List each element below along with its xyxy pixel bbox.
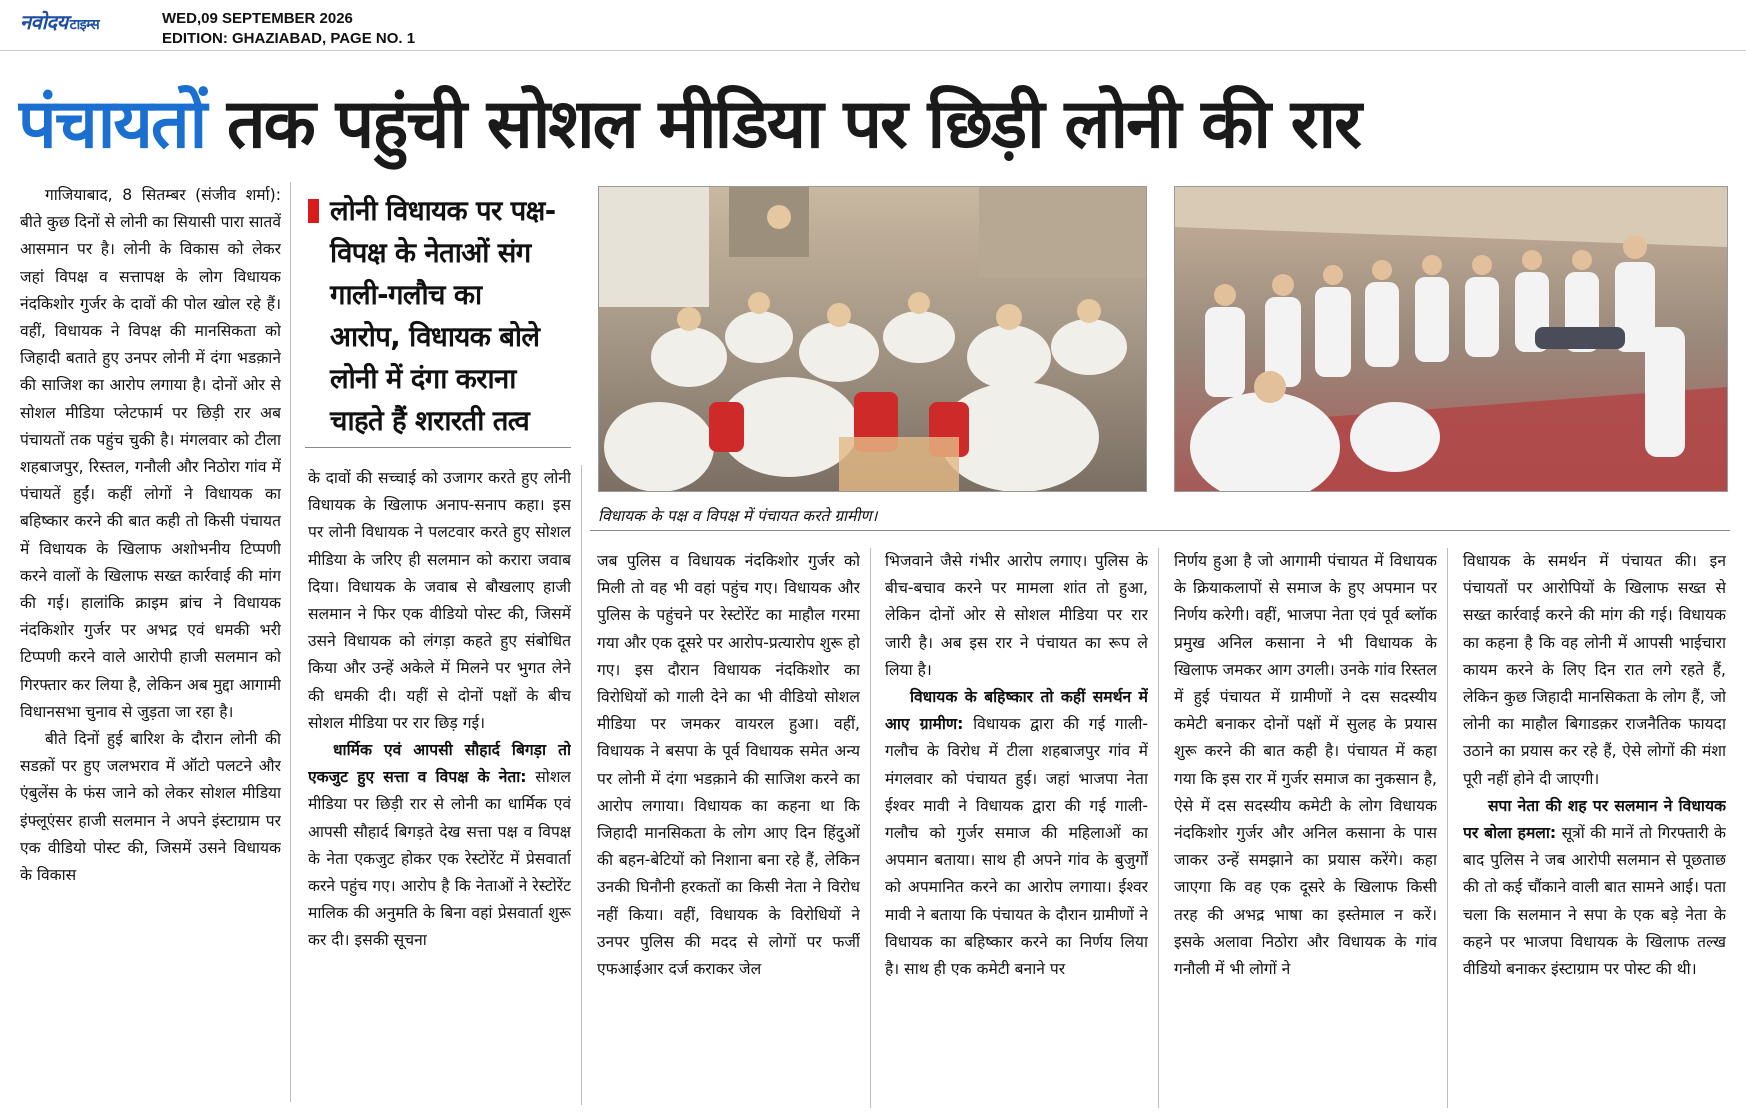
article-deck [308,190,560,442]
paragraph: विधायक के समर्थन में पंचायत की। इन पंचायतों पर आरोपियों के खिलाफ सख्त से सख्त कार्रवाई करने की मांग की गई। विधायक का कहना है कि वह लोनी में आपसी भाईचारा कायम करने के लिए दिन रात लगे रहते हैं, लेकिन कुछ जिहादी मानसिकता के लोग हैं, जो लोनी का माहौल बिगाडक़र राजनैतिक फायदा उठाने का प्रयास कर रहे हैं, ऐसे लोगों की मंशा पूरी नहीं होने दी जाएगी। [1463,552,1726,788]
meeting-photo-illustration [1175,187,1727,491]
column-divider [1158,548,1159,1108]
subheading: विधायक के बहिष्कार तो कहीं समर्थन में आए ग्रामीण: [885,688,1148,734]
article-column-5 [1174,548,1437,1108]
column-divider [290,182,291,1102]
column-divider [1447,548,1448,1108]
article-column-2 [308,465,571,1105]
paragraph: भिजवाने जैसे गंभीर आरोप लगाए। पुलिस के बीच-बचाव करने पर मामला शांत तो हुआ, लेकिन दोनों ओर से सोशल मीडिया पर रार जारी है। अब इस रार ने पंचायत का रूप ले लिया है। [885,552,1148,679]
masthead [0,0,1746,51]
photo-panchayat-right[interactable] [1174,186,1728,492]
article-column-6 [1463,548,1726,1108]
paragraph: निर्णय हुआ है जो आगामी पंचायत में विधायक के क्रियाकलापों से समाज के हुए अपमान पर निर्णय करेगी। वहीं, भाजपा नेता एवं पूर्व ब्लॉक प्रमुख अनिल कसाना ने भी विधायक के खिलाफ जमकर आग उगली। उनके गांव रिस्तल में हुई पंचायत में ग्रामीणों ने दस सदस्यीय कमेटी बनाकर दोनों पक्षों में सुलह के प्रयास शुरू करने की बात कही है। पंचायत में कहा गया कि इस रार में गुर्जर समाज का नुकसान है, ऐसे में दस सदस्यीय कमेटी के लोग विधायक नंदकिशोर गुर्जर और अनिल कसाना के पास जाकर उन्हें समझाने का प्रयास करेंगे। कहा जाएगा कि वह एक दूसरे के खिलाफ किसी तरह की अभद्र भाषा का इस्तेमाल न करें। इसके अलावा निठोरा और विधायक के गांव गनौली में भी लोगों ने [1174,552,1437,979]
edition-info [162,9,415,49]
headline-accent: पंचायतों [18,85,206,164]
paragraph-text: सोशल मीडिया पर छिड़ी रार से लोनी का धार्मिक एवं आपसी सौहार्द बिगड़ते देख सत्ता पक्ष व विपक्ष के नेता एकजुट होकर एक रेस्टोरेंट में प्रेसवार्ता करने पहुंच गए। आरोप है कि नेताओं ने रेस्टोरेंट मालिक की अनुमति के बिना वहां प्रेसवार्ता शुरू कर दी। इसकी सूचना [308,768,571,950]
paragraph [1463,793,1726,983]
paragraph: के दावों की सच्चाई को उजागर करते हुए लोनी विधायक के खिलाफ अनाप-सनाप कहा। इस पर लोनी विधायक ने पलटवार करते हुए सोशल मीडिया के जरिए ही सलमान को करारा जवाब दिया। विधायक के जवाब से बौखलाए हाजी सलमान ने फिर एक वीडियो पोस्ट की, जिसमें उसने विधायक को लंगड़ा कहते हुए संबोधित किया और उन्हें अकेले में मिलने पर भुगत लेने की धमकी दी। यहीं से दोनों पक्षों के बीच सोशल मीडिया पर रार छिड़ गई। [308,469,571,732]
photo-caption: विधायक के पक्ष व विपक्ष में पंचायत करते ग्रामीण। [598,507,878,525]
deck-rule [305,447,571,448]
paragraph: जब पुलिस व विधायक नंदकिशोर गुर्जर को मिली तो वह भी वहां पहुंच गए। विधायक और पुलिस के पहुंचने पर रेस्टोरेंट का माहौल गरमा गया और एक दूसरे पर आरोप-प्रत्यारोप शुरू हो गए। इस दौरान विधायक नंदकिशोर का विरोधियों को गाली देने का भी वीडियो सोशल मीडिया पर जमकर वायरल हुआ। वहीं, विधायक ने बसपा के पूर्व विधायक समेत अन्य पर लोनी में दंगा भडक़ाने की साजिश करने का आरोप लगाया। विधायक का कहना था कि जिहादी मानसिकता के लोग आए दिन हिंदुओं की बहन-बेटियों को निशाना बना रहे हैं, लेकिन उनकी घिनौनी हरकतों का किसी नेता ने विरोध नहीं किया। वहीं, विधायक के विरोधियों ने उनपर पुलिस की मदद से लोगों पर फर्जी एफआईआर दर्ज कराकर जेल [597,552,860,979]
subheading: धार्मिक एवं आपसी सौहार्द बिगड़ा तो एकजुट हुए सत्ता व विपक्ष के नेता: [308,741,571,787]
paragraph: बीते दिनों हुई बारिश के दौरान लोनी की सडक़ों पर हुए जलभराव में ऑटो पलटने और एंबुलेंस के फंस जाने को लेकर सोशल मीडिया इंफ्लूएंसर हाजी सलमान ने अपने इंस्टाग्राम पर एक वीडियो पोस्ट की, जिसमें उसने विधायक के विकास [20,730,281,885]
headline-rest: तक पहुंची सोशल मीडिया पर छिड़ी लोनी की रार [205,85,1360,164]
article-column-1 [20,182,281,1102]
edition-line: EDITION: GHAZIABAD, PAGE NO. 1 [162,30,416,47]
logo-main: नवोदय [20,10,68,34]
column-divider [870,548,871,1108]
paragraph [885,684,1148,983]
subheading: सपा नेता की शह पर सलमान ने विधायक पर बोला हमला: [1463,796,1726,843]
deck-marker [308,199,319,223]
meeting-photo-illustration [599,187,1146,491]
paragraph [308,737,571,955]
paragraph-text: सूत्रों की मानें तो गिरफ्तारी के बाद पुलिस ने जब आरोपी सलमान से पूछताछ की तो कई चौंकाने वाली बात सामने आई। पता चला कि सलमान ने सपा के एक बड़े नेता के कहने पर भाजपा विधायक के खिलाफ तल्ख वीडियो बनाकर इंस्टाग्राम पर पोस्ट की थी। [1463,824,1726,979]
column-divider [581,465,582,1105]
photo-panchayat-left[interactable] [598,186,1147,492]
paragraph: गाजियाबाद, 8 सितम्बर (संजीव शर्मा): बीते कुछ दिनों से लोनी का सियासी पारा सातवें आसमान पर है। लोनी के विकास को लेकर जहां विपक्ष व सत्तापक्ष के लोग विधायक नंदकिशोर गुर्जर के दावों की पोल खोल रहे हैं। वहीं, विधायक ने विपक्ष की मानसिकता को जिहादी बताते हुए उनपर लोनी में दंगा भडक़ाने की साजिश का आरोप लगाया है। दोनों ओर से सोशल मीडिया प्लेटफार्म पर छिड़ी रार अब पंचायतों तक पहुंच चुकी है। मंगलवार को टीला शहबाजपुर, रिस्तल, गनौली और निठोरा गांव में पंचायतें हुईं। कहीं लोगों ने विधायक का बहिष्कार करने की बात कही तो किसी पंचायत में विधायक के खिलाफ अशोभनीय टिप्पणी करने वालों के खिलाफ सख्त कार्रवाई की मांग की गई। हालांकि क्राइम ब्रांच ने विधायक नंदकिशोर गुर्जर पर अभद्र एवं धमकी भरी टिप्पणी करने वाले आरोपी हाजी सलमान को गिरफ्तार कर लिया है, लेकिन अब मुद्दा आगामी विधानसभा चुनाव से जुड़ता जा रहा है। [20,186,281,721]
date-line: WED,09 SEPTEMBER 2026 [162,10,353,27]
article-column-4 [885,548,1148,1108]
deck-text: लोनी विधायक पर पक्ष-विपक्ष के नेताओं संग गाली-गलौच का आरोप, विधायक बोले लोनी में दंगा कराना चाहते हैं शरारती तत्व [330,195,556,437]
article-headline [18,82,1733,172]
newspaper-logo[interactable] [20,8,99,35]
article-column-3 [597,548,860,1108]
paragraph-text: विधायक द्वारा की गई गाली-गलौच के विरोध में टीला शहबाजपुर गांव में मंगलवार को पंचायत हुई। जहां भाजपा नेता ईश्वर मावी ने विधायक द्वारा की गई गाली-गलौच को गुर्जर समाज की महिलाओं का अपमान बताया। साथ ही अपने गांव के बुजुर्गों को अपमानित करने का आरोप लगाया। ईश्वर मावी ने बताया कि पंचायत के दौरान ग्रामीणों ने विधायक का बहिष्कार करने का निर्णय लिया है। साथ ही एक कमेटी बनाने पर [885,715,1148,979]
logo-sub: टाइम्स [69,17,100,33]
caption-rule [590,530,1730,531]
